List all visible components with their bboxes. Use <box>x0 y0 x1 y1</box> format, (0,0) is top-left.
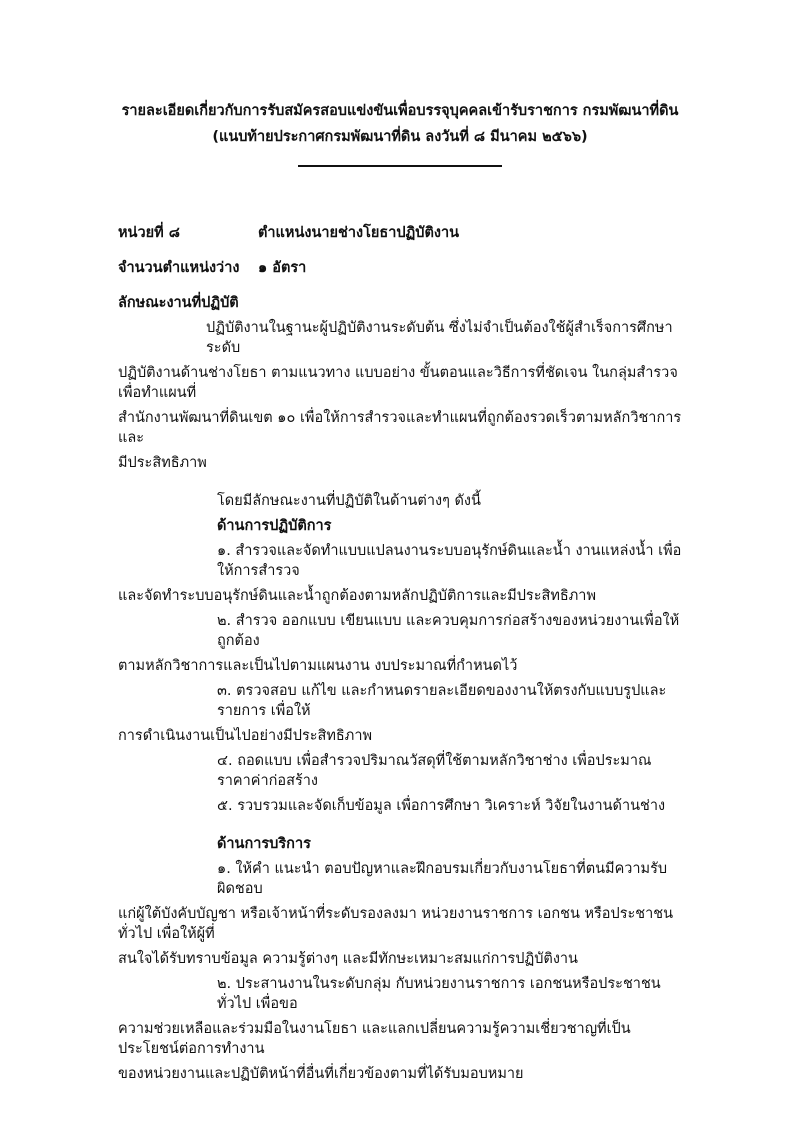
services-heading: ด้านการบริการ <box>217 836 311 852</box>
vacancy-value: ๑ อัตรา <box>258 260 307 276</box>
unit-label: หน่วยที่ ๘ <box>118 225 180 241</box>
document-subtitle: (แนบท้ายประกาศกรมพัฒนาที่ดิน ลงวันที่ ๘ มีนาคม ๒๕๖๖) <box>212 129 588 145</box>
spacer <box>118 478 682 491</box>
unit-row <box>118 223 682 243</box>
position-title: ตำแหน่งนายช่างโยธาปฏิบัติงาน <box>258 225 460 241</box>
services-line: ๑. ให้คำ แนะนำ ตอบปัญหาและฝึกอบรมเกี่ยวกับงานโยธาที่ตนมีความรับผิดชอบ <box>217 861 668 897</box>
duties-lead: โดยมีลักษณะงานที่ปฏิบัติในด้านต่างๆ ดังนี้ <box>217 493 481 509</box>
operations-line: การดำเนินงานเป็นไปอย่างมีประสิทธิภาพ <box>118 728 373 744</box>
services-line: ของหน่วยงานและปฏิบัติหน้าที่อื่นที่เกี่ยวข้องตามที่ได้รับมอบหมาย <box>118 1066 524 1082</box>
intro-line: ปฏิบัติงานด้านช่างโยธา ตามแนวทาง แบบอย่าง ขั้นตอนและวิธีการที่ชัดเจน ในกลุ่มสำรวจเพื่อทำแผนที่ <box>118 365 678 401</box>
operations-line: ตามหลักวิชาการและเป็นไปตามแผนงาน งบประมาณที่กำหนดไว้ <box>118 658 518 674</box>
services-line: สนใจได้รับทราบข้อมูล ความรู้ต่างๆ และมีทักษะเหมาะสมแก่การปฏิบัติงาน <box>118 951 578 967</box>
spacer <box>118 821 682 834</box>
vacancy-label: จำนวนตำแหน่งว่าง <box>118 260 240 276</box>
operations-line: ๒. สำรวจ ออกแบบ เขียนแบบ และควบคุมการก่อสร้างของหน่วยงานเพื่อให้ถูกต้อง <box>217 613 680 649</box>
services-line: ๒. ประสานงานในระดับกลุ่ม กับหน่วยงานราชการ เอกชนหรือประชาชนทั่วไป เพื่อขอ <box>217 976 661 1012</box>
operations-line: ๕. รวบรวมและจัดเก็บข้อมูล เพื่อการศึกษา วิเคราะห์ วิจัยในงานด้านช่าง <box>217 798 666 814</box>
vacancy-row <box>118 258 682 278</box>
title-divider <box>298 165 502 167</box>
operations-line: และจัดทำระบบอนุรักษ์ดินและน้ำถูกต้องตามหลักปฏิบัติการและมีประสิทธิภาพ <box>118 588 597 604</box>
operations-line: ๓. ตรวจสอบ แก้ไข และกำหนดรายละเอียดของงานให้ตรงกับแบบรูปและรายการ เพื่อให้ <box>217 683 667 719</box>
document-title: รายละเอียดเกี่ยวกับการรับสมัครสอบแข่งขันเพื่อบรรจุบุคคลเข้ารับราชการ กรมพัฒนาที่ดิน <box>121 103 679 119</box>
operations-line: ๑. สำรวจและจัดทำแบบแปลนงานระบบอนุรักษ์ดินและน้ำ งานแหล่งน้ำ เพื่อให้การสำรวจ <box>217 543 682 579</box>
operations-line: ๔. ถอดแบบ เพื่อสำรวจปริมาณวัสดุที่ใช้ตามหลักวิชาช่าง เพื่อประมาณราคาค่าก่อสร้าง <box>217 753 652 789</box>
operations-heading: ด้านการปฏิบัติการ <box>217 518 332 534</box>
services-line: แก่ผู้ใต้บังคับบัญชา หรือเจ้าหน้าที่ระดับรองลงมา หน่วยงานราชการ เอกชน หรือประชาชนทั่วไป เพื่อให้ผู้ที่ <box>118 906 674 942</box>
document-body <box>118 223 682 1084</box>
services-line: ความช่วยเหลือและร่วมมือในงานโยธา และแลกเปลี่ยนความรู้ความเชี่ยวชาญที่เป็นประโยชน์ต่อการทำงาน <box>118 1021 631 1057</box>
intro-line: มีประสิทธิภาพ <box>118 455 207 471</box>
intro-line: ปฏิบัติงานในฐานะผู้ปฏิบัติงานระดับต้น ซึ่งไม่จำเป็นต้องใช้ผู้สำเร็จการศึกษาระดับ <box>206 320 673 356</box>
intro-line: สำนักงานพัฒนาที่ดินเขต ๑๐ เพื่อให้การสำรวจและทำแผนที่ถูกต้องรวดเร็วตามหลักวิชาการและ <box>118 410 682 446</box>
duties-heading: ลักษณะงานที่ปฏิบัติ <box>118 295 239 311</box>
